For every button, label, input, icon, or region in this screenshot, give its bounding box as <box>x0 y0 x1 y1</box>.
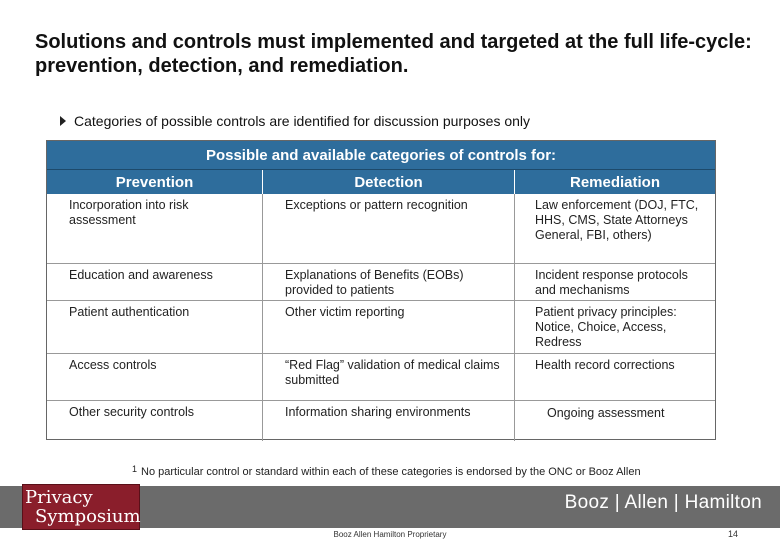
table-cell: Incident response protocols and mechanisms <box>535 268 688 297</box>
slide-title: Solutions and controls must implemented and targeted at the full life-cycle: prevention, detection, and remediation. <box>35 31 752 77</box>
logo-line-2: Symposium <box>35 506 141 527</box>
table-cell: Patient authentication <box>47 301 263 353</box>
table-cell: Exceptions or pattern recognition <box>263 194 515 263</box>
privacy-symposium-logo <box>22 484 140 530</box>
table-row <box>47 194 715 264</box>
table-cell: Information sharing environments <box>263 401 515 441</box>
column-header-remediation: Remediation <box>569 173 660 191</box>
controls-table <box>46 140 716 440</box>
table-row <box>47 354 715 401</box>
column-header-prevention: Prevention <box>47 170 263 194</box>
bullet-point <box>60 113 530 129</box>
table-row <box>47 264 715 301</box>
table-cell: Ongoing assessment <box>547 406 665 420</box>
table-cell: Law enforcement (DOJ, FTC, HHS, CMS, State Attorneys General, FBI, others) <box>535 198 699 242</box>
triangle-bullet-icon <box>60 116 66 126</box>
logo-line-1: Privacy <box>25 487 93 508</box>
page-number: 14 <box>727 529 738 539</box>
proprietary-notice: Booz Allen Hamilton Proprietary <box>333 530 447 539</box>
booz-allen-hamilton-logo: Booz | Allen | Hamilton <box>564 492 762 513</box>
footnote <box>132 464 641 478</box>
table-cell: Incorporation into risk assessment <box>47 194 263 263</box>
table-heading: Possible and available categories of controls for: <box>47 141 715 170</box>
footnote-text: No particular control or standard within each of these categories is endorsed by the ONC or Booz Allen <box>141 466 641 478</box>
table-cell: Access controls <box>47 354 263 400</box>
table-row <box>47 401 715 441</box>
table-cell: “Red Flag” validation of medical claims submitted <box>263 354 515 400</box>
table-cell: Patient privacy principles: Notice, Choice, Access, Redress <box>535 305 677 349</box>
footnote-marker: 1 <box>132 464 138 474</box>
table-cell: Other victim reporting <box>263 301 515 353</box>
column-header-detection: Detection <box>263 170 515 194</box>
table-cell: Other security controls <box>47 401 263 441</box>
table-row <box>47 301 715 354</box>
table-cell: Health record corrections <box>535 358 675 372</box>
bullet-text: Categories of possible controls are identified for discussion purposes only <box>74 113 531 129</box>
table-cell: Explanations of Benefits (EOBs) provided to patients <box>263 264 515 300</box>
table-cell: Education and awareness <box>47 264 263 300</box>
column-headers <box>47 170 715 194</box>
